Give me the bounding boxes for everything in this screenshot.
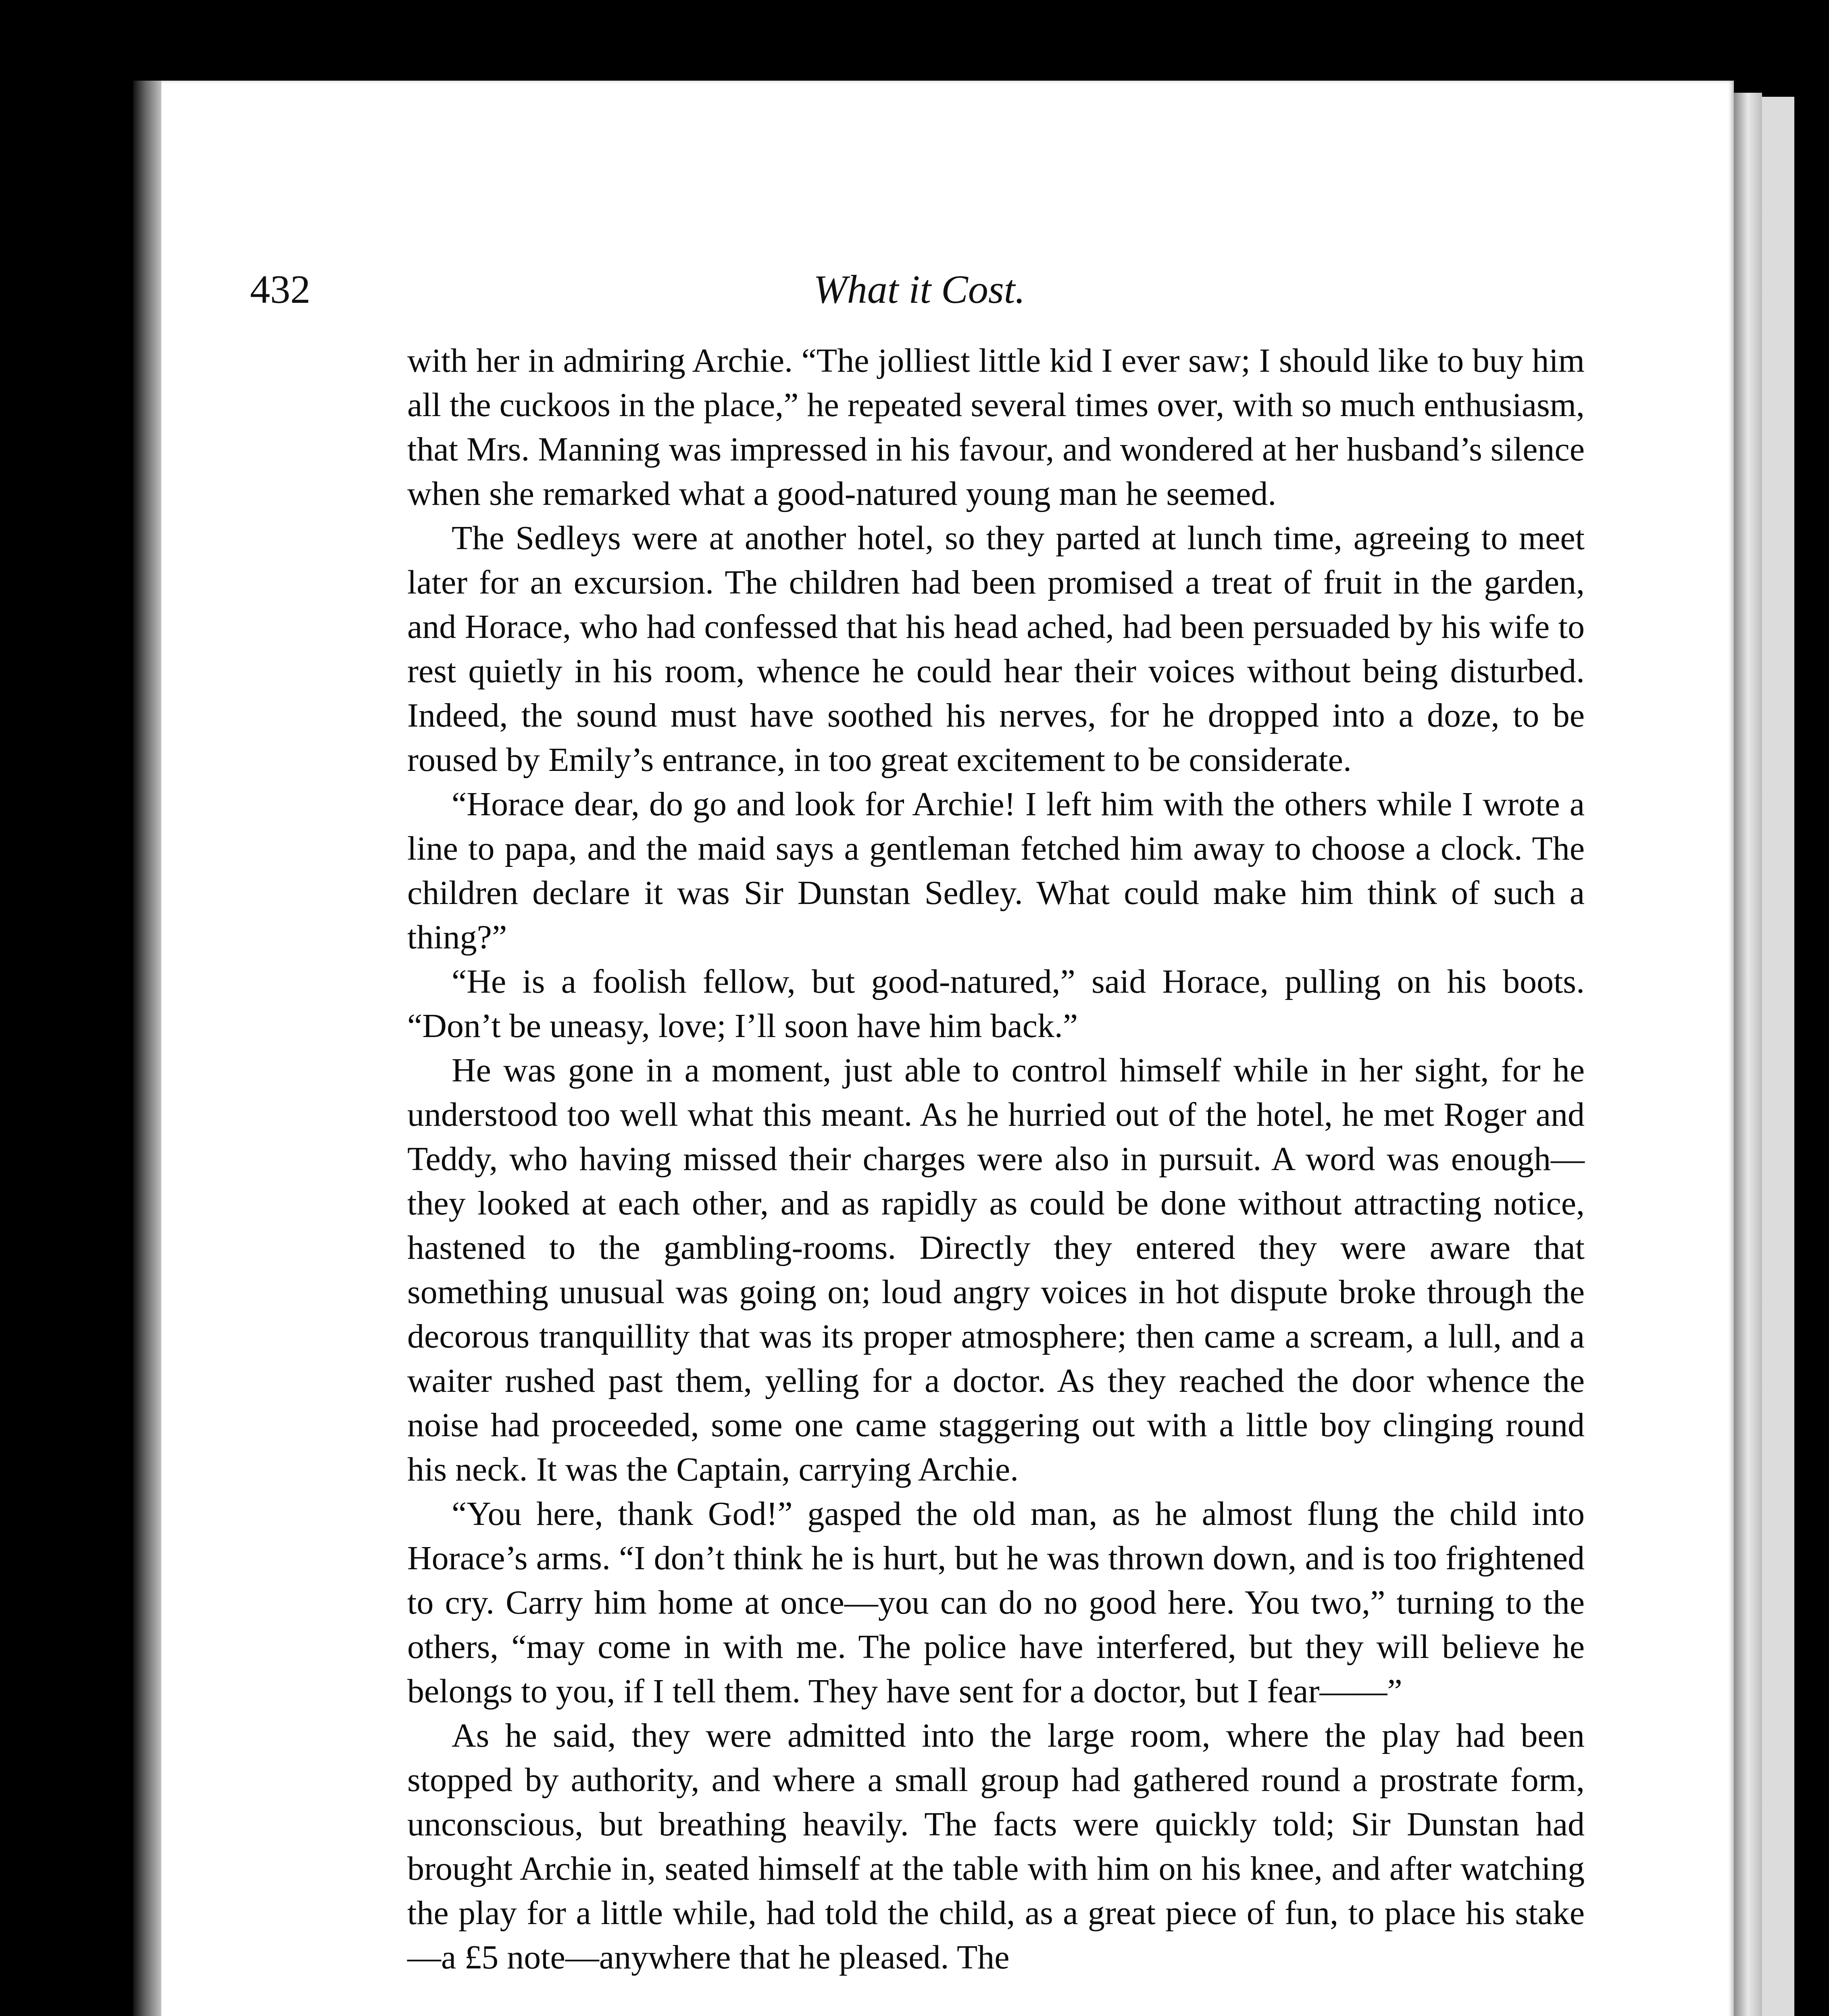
- page-edge: [1734, 93, 1762, 2016]
- paragraph: He was gone in a moment, just able to control himself while in her sight, for he understood too well what this meant. As he hurried out of the hotel, he met Roger and Teddy, who having missed their charges were also in pursuit. A word was enough—they looked at each other, and as rapidly as could be done without attracting notice, hastened to the gambling-rooms. Directly they entered they were aware that something unusual was going on; loud angry voices in hot dispute broke through the decorous tranquillity that was its proper atmosphere; then came a scream, a lull, and a waiter rushed past them, yelling for a doctor. As they reached the door whence the noise had proceeded, some one came staggering out with a little boy clinging round his neck. It was the Captain, carrying Archie.: [407, 1052, 1585, 1488]
- paragraph: “You here, thank God!” gasped the old man, as he almost flung the child into Horace’s arms. “I don’t think he is hurt, but he was thrown down, and is too frightened to cry. Carry him home at once—you can do no good here. You two,” turning to the others, “may come in with me. The police have interfered, but they will believe he belongs to you, if I tell them. They have sent for a doctor, but I fear——”: [407, 1495, 1585, 1710]
- page-number: 432: [250, 267, 310, 312]
- paragraph: “Horace dear, do go and look for Archie! I left him with the others while I wrote a line to papa, and the maid says a gentleman fetched him away to choose a clock. The children declare it was Sir Dunstan Sedley. What could make him think of such a thing?”: [407, 785, 1585, 956]
- book-spine-shadow: [133, 81, 165, 2016]
- paragraph: As he said, they were admitted into the large room, where the play had been stopped by authority, and where a small group had gathered round a prostrate form, unconscious, but breathing heavily. The facts were quickly told; Sir Dunstan had brought Archie in, seated himself at the table with him on his knee, and after watching the play for a little while, had told the child, as a great piece of fun, to place his stake—a £5 note—anywhere that he pleased. The: [407, 1717, 1585, 1976]
- paragraph: “He is a foolish fellow, but good-natured,” said Horace, pulling on his boots. “Don’t be uneasy, love; I’ll soon have him back.”: [407, 963, 1585, 1045]
- next-page-edge: [1762, 97, 1794, 2016]
- body-text: [407, 339, 1585, 1980]
- paragraph: The Sedleys were at another hotel, so they parted at lunch time, agreeing to meet later for an excursion. The children had been promised a treat of fruit in the garden, and Horace, who had confessed that his head ached, had been persuaded by his wife to rest quietly in his room, whence he could hear their voices without being disturbed. Indeed, the sound must have soothed his nerves, for he dropped into a doze, to be roused by Emily’s entrance, in too great excitement to be considerate.: [407, 519, 1585, 779]
- page-header: [250, 218, 1589, 339]
- paragraph: with her in admiring Archie. “The jolliest little kid I ever saw; I should like to buy him all the cuckoos in the place,” he repeated several times over, with so much enthusiasm, that Mrs. Manning was impressed in his favour, and wondered at her husband’s silence when she remarked what a good-natured young man he seemed.: [407, 342, 1585, 512]
- running-title: What it Cost.: [813, 267, 1025, 312]
